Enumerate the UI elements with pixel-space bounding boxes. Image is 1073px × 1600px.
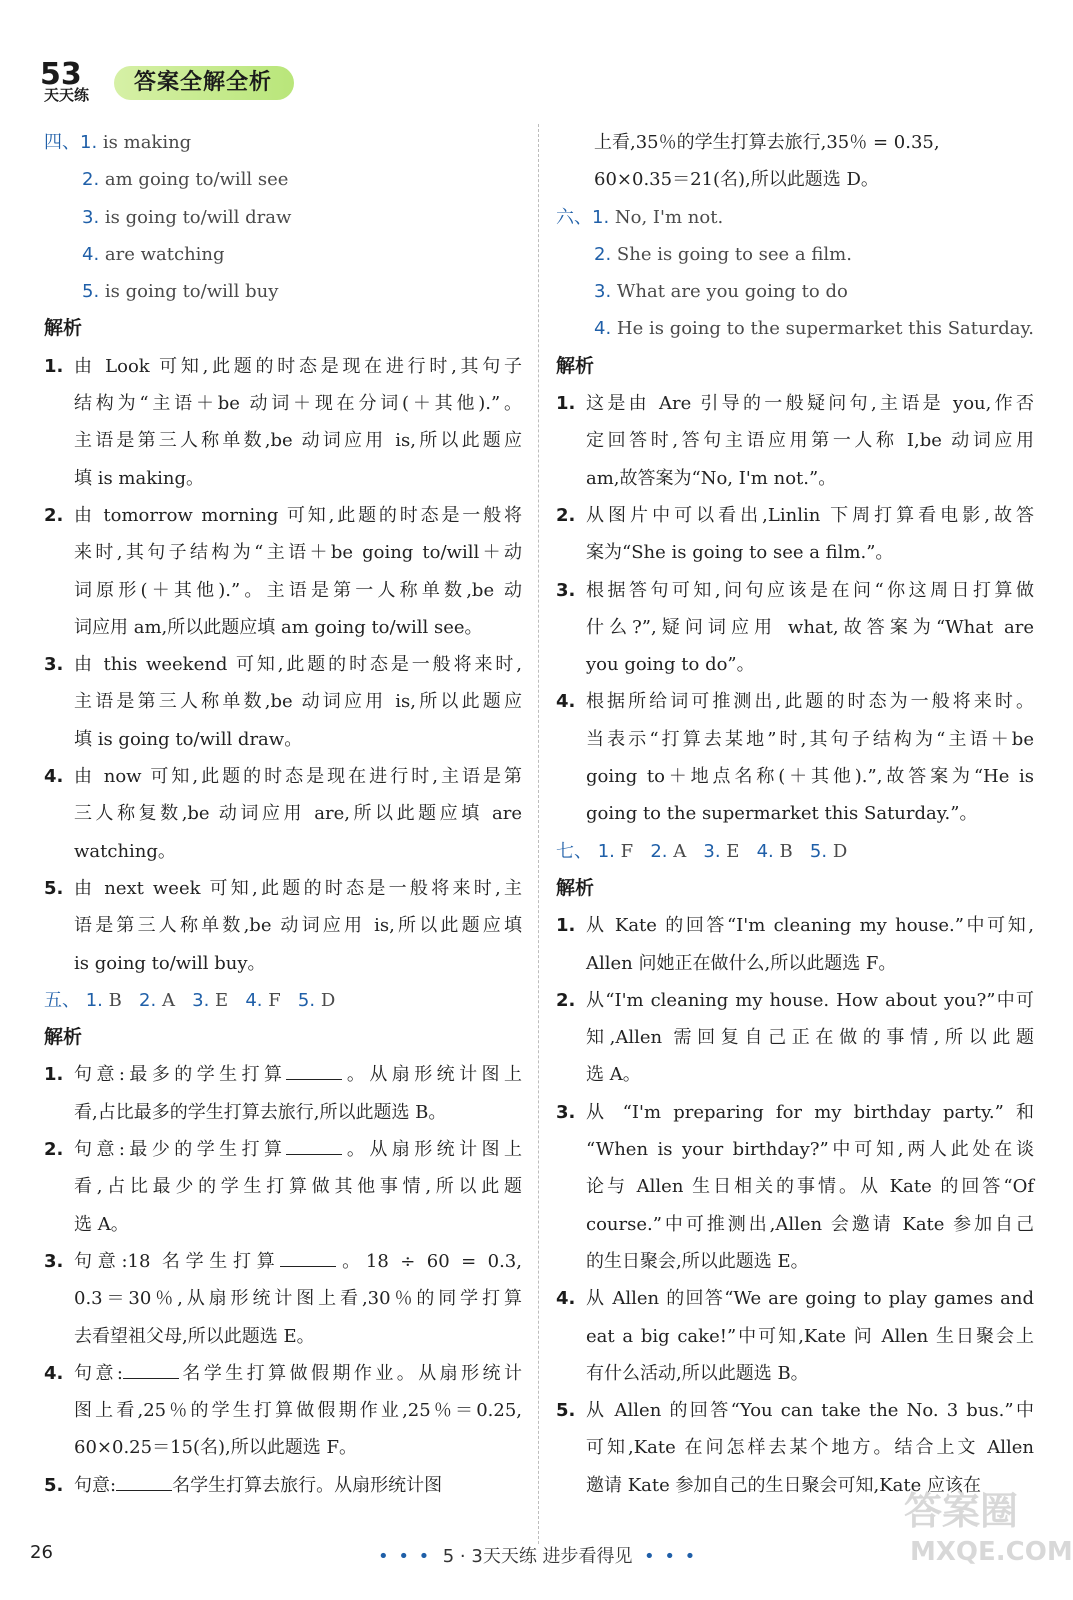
item-text: 从 “I'm preparing for my birthday party.” 和 — [586, 1101, 1034, 1123]
analysis-line — [44, 907, 522, 944]
analysis-line — [44, 1280, 522, 1317]
page-number: 26 — [30, 1542, 53, 1563]
item-text: 0.3＝30％,从扇形统计图上看,30％的同学打算 — [74, 1288, 522, 1310]
analysis-line — [556, 758, 1034, 795]
section-5-analysis-heading: 解析 — [44, 1026, 83, 1049]
analysis-line — [556, 907, 1034, 944]
item-number — [556, 534, 586, 571]
analysis-line — [556, 982, 1034, 1019]
analysis-line — [44, 1168, 522, 1205]
continued-line-2: 60×0.35＝21(名),所以此题选 D。 — [594, 169, 879, 191]
analysis-line — [44, 1355, 522, 1392]
analysis-line — [44, 422, 522, 459]
item-number — [556, 945, 586, 982]
section-5-analysis-list — [44, 1056, 522, 1504]
analysis-line — [44, 1467, 522, 1504]
section-6-analysis-item-1 — [556, 385, 1034, 497]
analysis-line — [556, 1429, 1034, 1466]
section-4-answer-4: 4. are watching — [82, 243, 225, 265]
item-text: 去看望祖父母,所以此题选 E。 — [74, 1325, 315, 1347]
section-6-analysis-item-4 — [556, 683, 1034, 832]
section-7-analysis-heading: 解析 — [556, 876, 595, 899]
analysis-line — [44, 1429, 522, 1466]
fill-in-blank — [116, 1470, 172, 1491]
section-7-analysis-item-4 — [556, 1280, 1034, 1392]
analysis-line — [44, 833, 522, 870]
item-text: 案为“She is going to see a film.”。 — [586, 542, 894, 564]
svg-text:53: 53 — [40, 57, 82, 92]
item-text: 由 this weekend 可知,此题的时态是一般将来时, — [74, 654, 522, 676]
item-text: 当表示“打算去某地”时,其句子结构为“主语＋be — [586, 728, 1034, 750]
item-text: 邀请 Kate 参加自己的生日聚会可知,Kate 应该在 — [586, 1474, 982, 1496]
item-text: is going to/will buy。 — [74, 952, 266, 974]
analysis-line — [556, 1168, 1034, 1205]
analysis-line — [556, 1056, 1034, 1093]
item-number — [44, 945, 74, 982]
fill-in-blank — [280, 1246, 336, 1267]
svg-text:MXQE.COM: MXQE.COM — [910, 1537, 1073, 1567]
item-number — [44, 907, 74, 944]
section-4-answer-1: 四、1. is making — [44, 132, 192, 153]
item-text: 知,Allen 需回复自己正在做的事情,所以此题 — [586, 1027, 1034, 1049]
item-number — [556, 1467, 586, 1504]
item-number — [556, 1243, 586, 1280]
item-number — [556, 646, 586, 683]
item-text: Allen 问她正在做什么,所以此题选 F。 — [586, 952, 897, 974]
item-text: 根据答句可知,问句应该是在问“你这周日打算做 — [586, 579, 1034, 601]
analysis-line — [44, 572, 522, 609]
analysis-line — [556, 422, 1034, 459]
section-5-analysis-item-1 — [44, 1056, 522, 1131]
section-6-answer-3: 3. What are you going to do — [594, 281, 848, 303]
analysis-line — [556, 1243, 1034, 1280]
item-text: 从 Allen 的回答“We are going to play games and — [586, 1288, 1034, 1310]
item-number — [556, 1056, 586, 1093]
item-text: course.”中可推测出,Allen 会邀请 Kate 参加自己 — [586, 1213, 1034, 1235]
svg-text:答案圈: 答案圈 — [904, 1489, 1019, 1533]
item-number — [556, 1429, 586, 1466]
analysis-line — [44, 1318, 522, 1355]
item-text: going to＋地点名称(＋其他).”,故答案为“He is — [586, 766, 1034, 788]
brand-logo — [38, 54, 110, 102]
item-number: 5. — [44, 877, 64, 899]
analysis-line — [556, 721, 1034, 758]
item-number — [556, 422, 586, 459]
item-text: 填 is going to/will draw。 — [74, 728, 303, 750]
item-text: 根据所给词可推测出,此题的时态为一般将来时。 — [586, 691, 1034, 713]
footer-slogan: • • • 5 · 3天天练 进步看得见 • • • — [378, 1546, 698, 1567]
item-text: 句意:最多的学生打算 。从扇形统计图上 — [74, 1056, 522, 1093]
item-number — [44, 833, 74, 870]
section-7-analysis-list — [556, 907, 1034, 1504]
item-text: 三人称复数,be 动词应用 are,所以此题应填 are — [74, 803, 522, 825]
analysis-line — [44, 1056, 522, 1093]
item-number — [44, 422, 74, 459]
item-text: 60×0.25＝15(名),所以此题选 F。 — [74, 1437, 357, 1459]
item-text: 论与 Allen 生日相关的事情。从 Kate 的回答“Of — [586, 1176, 1034, 1198]
item-text: 看,占比最多的学生打算去旅行,所以此题选 B。 — [74, 1101, 447, 1123]
item-text: 选 A。 — [586, 1064, 641, 1086]
item-number — [556, 1318, 586, 1355]
item-text: 什么?”,疑问词应用 what,故答案为“What are — [586, 616, 1034, 638]
item-number — [556, 1168, 586, 1205]
continued-line-1: 上看,35％的学生打算去旅行,35％ = 0.35, — [594, 132, 940, 153]
item-number: 3. — [556, 1101, 576, 1123]
item-text: 从 Kate 的回答“I'm cleaning my house.”中可知, — [586, 915, 1034, 937]
section-4-answer-2: 2. am going to/will see — [82, 169, 289, 191]
analysis-line — [556, 1206, 1034, 1243]
analysis-line — [44, 1206, 522, 1243]
item-number: 1. — [44, 1064, 64, 1086]
item-number — [44, 683, 74, 720]
section-7-analysis-item-3 — [556, 1094, 1034, 1280]
item-text: eat a big cake!”中可知,Kate 问 Allen 生日聚会上 — [586, 1325, 1034, 1347]
analysis-line — [556, 646, 1034, 683]
analysis-line — [44, 758, 522, 795]
item-text: 这是由 Are 引导的一般疑问句,主语是 you,作否 — [586, 393, 1034, 415]
item-number: 1. — [556, 915, 576, 937]
item-number — [44, 609, 74, 646]
page-header — [30, 52, 330, 108]
left-column — [44, 124, 522, 1504]
analysis-line — [44, 609, 522, 646]
item-text: 由 Look 可知,此题的时态是现在进行时,其句子 — [74, 355, 522, 377]
section-4-answer-3: 3. is going to/will draw — [82, 206, 292, 228]
item-number: 1. — [44, 355, 64, 377]
analysis-line — [556, 460, 1034, 497]
section-4-analysis-heading: 解析 — [44, 317, 83, 340]
item-text: 句意:最少的学生打算 。从扇形统计图上 — [74, 1131, 522, 1168]
section-6-answer-2: 2. She is going to see a film. — [594, 243, 852, 265]
analysis-line — [44, 385, 522, 422]
item-text: 主语是第三人称单数,be 动词应用 is,所以此题应 — [74, 691, 522, 713]
analysis-line — [556, 1280, 1034, 1317]
analysis-line — [44, 683, 522, 720]
column-divider — [538, 124, 539, 1544]
analysis-line — [44, 1392, 522, 1429]
analysis-line — [44, 460, 522, 497]
section-4-analysis-item-1 — [44, 348, 522, 497]
analysis-line — [556, 1019, 1034, 1056]
item-number: 2. — [44, 504, 64, 526]
section-4-analysis-item-5 — [44, 870, 522, 982]
item-text: 可知,Kate 在问怎样去某个地方。结合上文 Allen — [586, 1437, 1034, 1459]
analysis-line — [44, 348, 522, 385]
item-text: 句意:18 名学生打算 。18 ÷ 60 = 0.3, — [74, 1243, 522, 1280]
item-number: 4. — [556, 1288, 576, 1310]
section-6-analysis-heading: 解析 — [556, 354, 595, 377]
item-text: 由 tomorrow morning 可知,此题的时态是一般将 — [74, 504, 522, 526]
item-text: 从图片中可以看出,Linlin 下周打算看电影,故答 — [586, 504, 1034, 526]
item-number: 3. — [44, 1250, 64, 1272]
section-6-analysis-item-2 — [556, 497, 1034, 572]
analysis-line — [556, 385, 1034, 422]
item-text: 句意: 名学生打算去旅行。从扇形统计图 — [74, 1467, 522, 1504]
item-number: 2. — [556, 504, 576, 526]
section-5-analysis-item-2 — [44, 1131, 522, 1243]
item-number: 2. — [556, 989, 576, 1011]
item-text: 由 now 可知,此题的时态是现在进行时,主语是第 — [74, 766, 522, 788]
item-number: 4. — [44, 766, 64, 788]
analysis-line — [556, 609, 1034, 646]
item-text: 句意: 名学生打算做假期作业。从扇形统计 — [74, 1355, 522, 1392]
section-5-analysis-item-4 — [44, 1355, 522, 1467]
item-number — [44, 385, 74, 422]
analysis-line — [556, 1392, 1034, 1429]
section-4-answer-5: 5. is going to/will buy — [82, 281, 279, 303]
analysis-line — [44, 1094, 522, 1131]
item-number — [556, 1131, 586, 1168]
item-text: 图上看,25％的学生打算做假期作业,25％＝0.25, — [74, 1400, 522, 1422]
item-number — [556, 1355, 586, 1392]
section-6-answer-1: 六、1. No, I'm not. — [556, 206, 724, 228]
item-number — [556, 1019, 586, 1056]
item-number: 2. — [44, 1139, 64, 1161]
analysis-line — [556, 1131, 1034, 1168]
item-text: 结构为“主语＋be 动词＋现在分词(＋其他).”。 — [74, 393, 522, 415]
fill-in-blank — [286, 1059, 342, 1080]
item-number: 4. — [556, 691, 576, 713]
item-text: 从“I'm cleaning my house. How about you?”中可 — [586, 989, 1034, 1011]
item-text: you going to do”。 — [586, 654, 755, 676]
section-6-analysis-list — [556, 385, 1034, 833]
analysis-line — [44, 497, 522, 534]
item-number: 3. — [556, 579, 576, 601]
analysis-line — [556, 795, 1034, 832]
item-number: 3. — [44, 654, 64, 676]
item-text: going to the supermarket this Saturday.”。 — [586, 803, 978, 825]
analysis-line — [556, 497, 1034, 534]
section-5-analysis-item-5 — [44, 1467, 522, 1504]
item-text: 有什么活动,所以此题选 B。 — [586, 1362, 809, 1384]
item-number — [44, 572, 74, 609]
answer-key-title: 答案全解全析 — [114, 66, 294, 100]
item-number — [44, 721, 74, 758]
section-7-analysis-item-1 — [556, 907, 1034, 982]
analysis-line — [44, 870, 522, 907]
analysis-line — [44, 1131, 522, 1168]
section-4-analysis-item-3 — [44, 646, 522, 758]
item-text: 词原形(＋其他).”。主语是第一人称单数,be 动 — [74, 579, 522, 601]
analysis-line — [556, 1318, 1034, 1355]
item-text: 看,占比最少的学生打算做其他事情,所以此题 — [74, 1176, 522, 1198]
analysis-line — [44, 1243, 522, 1280]
analysis-line — [44, 795, 522, 832]
section-7-analysis-item-2 — [556, 982, 1034, 1094]
item-text: am,故答案为“No, I'm not.”。 — [586, 467, 837, 489]
section-5-answers: 五、 1. B 2. A 3. E 4. F 5. D — [44, 989, 336, 1011]
section-7-answers: 七、 1. F 2. A 3. E 4. B 5. D — [556, 840, 848, 862]
section-4-analysis-list — [44, 348, 522, 982]
right-column — [556, 124, 1034, 1504]
item-number — [556, 460, 586, 497]
item-number: 4. — [44, 1362, 64, 1384]
item-number — [556, 795, 586, 832]
item-number — [556, 721, 586, 758]
item-number — [44, 534, 74, 571]
analysis-line — [44, 534, 522, 571]
item-number — [44, 460, 74, 497]
item-text: 选 A。 — [74, 1213, 129, 1235]
section-6-analysis-item-3 — [556, 572, 1034, 684]
section-4-analysis-item-4 — [44, 758, 522, 870]
item-text: 语是第三人称单数,be 动词应用 is,所以此题应填 — [74, 915, 522, 937]
item-text: 从 Allen 的回答“You can take the No. 3 bus.”中 — [586, 1400, 1034, 1422]
item-text: watching。 — [74, 840, 176, 862]
item-text: 词应用 am,所以此题应填 am going to/will see。 — [74, 616, 483, 638]
item-text: 的生日聚会,所以此题选 E。 — [586, 1250, 809, 1272]
item-number: 5. — [556, 1400, 576, 1422]
section-5-analysis-item-3 — [44, 1243, 522, 1355]
item-number — [556, 1206, 586, 1243]
item-number — [556, 609, 586, 646]
fill-in-blank — [286, 1134, 342, 1155]
analysis-line — [556, 683, 1034, 720]
svg-text:天天练: 天天练 — [44, 86, 90, 104]
item-number — [44, 795, 74, 832]
analysis-line — [556, 534, 1034, 571]
analysis-line — [556, 1355, 1034, 1392]
item-number: 5. — [44, 1474, 64, 1496]
analysis-line — [556, 1094, 1034, 1131]
section-6-answer-4: 4. He is going to the supermarket this Saturday. — [594, 318, 1034, 340]
item-number — [556, 758, 586, 795]
item-text: 由 next week 可知,此题的时态是一般将来时,主 — [74, 877, 522, 899]
item-number: 1. — [556, 393, 576, 415]
watermark-logo — [900, 1478, 1073, 1570]
analysis-line — [556, 945, 1034, 982]
item-text: 定回答时,答句主语应用第一人称 I,be 动词应用 — [586, 430, 1034, 452]
item-text: “When is your birthday?”中可知,两人此处在谈 — [586, 1139, 1034, 1161]
section-4-analysis-item-2 — [44, 497, 522, 646]
fill-in-blank — [123, 1358, 179, 1379]
item-text: 来时,其句子结构为“主语＋be going to/will＋动 — [74, 542, 522, 564]
analysis-line — [44, 646, 522, 683]
analysis-line — [556, 572, 1034, 609]
item-text: 填 is making。 — [74, 467, 205, 489]
analysis-line — [44, 945, 522, 982]
analysis-line — [44, 721, 522, 758]
item-text: 主语是第三人称单数,be 动词应用 is,所以此题应 — [74, 430, 522, 452]
